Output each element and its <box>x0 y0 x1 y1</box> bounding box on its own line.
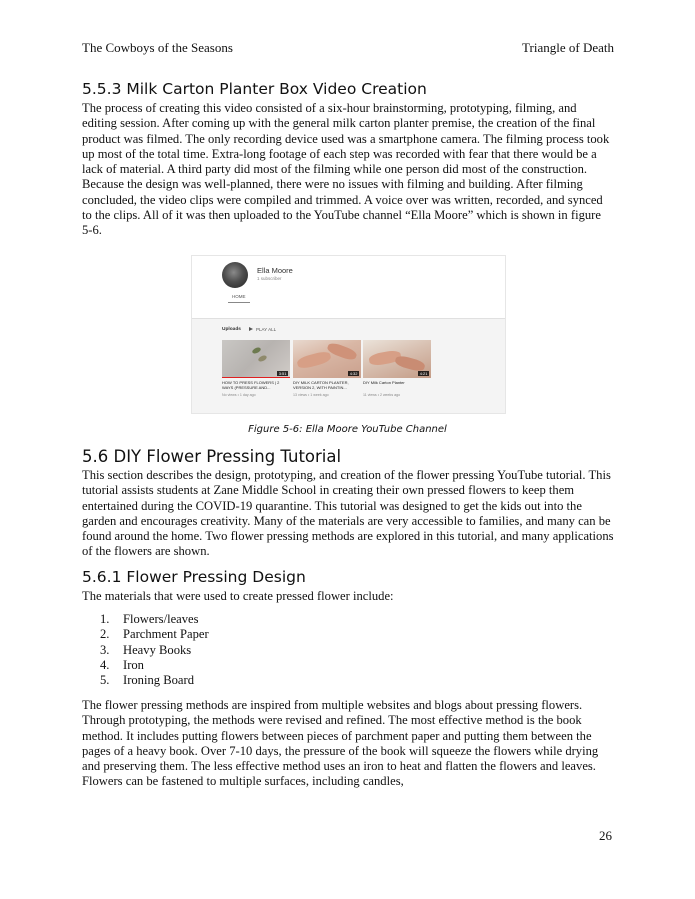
video-title: DIY MILK CARTON PLANTER, VERSION 2, WITH PAINTIN... <box>293 380 349 390</box>
uploads-label: Uploads <box>222 327 241 332</box>
list-number: 4. <box>100 657 110 672</box>
play-icon <box>249 327 253 331</box>
list-text: Parchment Paper <box>123 627 209 642</box>
leaf-graphic <box>251 346 261 354</box>
hand-graphic <box>326 341 358 362</box>
list-number: 5. <box>100 673 110 688</box>
materials-list <box>100 612 209 688</box>
watch-progress-bar <box>222 377 290 379</box>
materials-intro: The materials that were used to create pressed flower include: <box>82 589 394 603</box>
list-item <box>100 643 209 658</box>
header-left-title: The Cowboys of the Seasons <box>82 40 233 55</box>
channel-name: Ella Moore <box>257 266 293 275</box>
video-duration: 4:21 <box>419 371 428 376</box>
list-text: Iron <box>123 657 144 672</box>
video-title: HOW TO PRESS FLOWERS | 2 WAYS (PRESSURE AND... <box>222 380 280 390</box>
list-text: Heavy Books <box>123 642 192 657</box>
list-number: 3. <box>100 642 110 657</box>
divider <box>192 318 505 319</box>
list-item <box>100 673 209 688</box>
list-item <box>100 612 209 627</box>
channel-avatar <box>222 262 248 288</box>
youtube-channel-screenshot <box>191 255 506 414</box>
section-5-6-1-paragraph: The flower pressing methods are inspired from multiple websites and blogs about pressing flowers. Through prototyping, the methods were revised and refined. The most effective method is the book method. It includes putting flowers between pieces of parchment paper and putting them between the pages of a heavy book. Over 7-10 days, the pressure of the book will squeeze the flowers while drying and preserving them. The less effective method uses an iron to heat and flatten the flowers and leaves. Flowers can be fastened to multiple surfaces, including candles, <box>82 698 599 789</box>
video-duration: 4:32 <box>349 371 358 376</box>
channel-subscriber-count: 1 subscriber <box>257 276 282 281</box>
list-text: Ironing Board <box>123 673 194 688</box>
section-heading-5-6-1: 5.6.1 Flower Pressing Design <box>82 568 306 586</box>
leaf-graphic <box>257 354 267 362</box>
video-duration: 3:51 <box>278 371 287 376</box>
video-meta: 11 views • 2 weeks ago <box>363 393 401 397</box>
video-thumbnail-1 <box>222 340 290 378</box>
list-number: 2. <box>100 627 110 642</box>
video-meta: 13 views • 1 week ago <box>293 393 329 397</box>
list-item <box>100 627 209 642</box>
channel-header <box>192 256 505 318</box>
hand-graphic <box>296 350 332 370</box>
hand-graphic <box>394 354 426 372</box>
figure-caption: Figure 5-6: Ella Moore YouTube Channel <box>248 424 447 435</box>
list-number: 1. <box>100 612 110 626</box>
video-meta: No views • 1 day ago <box>222 393 256 397</box>
section-5-5-3-paragraph: The process of creating this video consisted of a six-hour brainstorming, prototyping, filming, and editing session. After coming up with the general milk carton planter premise, the creation of the final product was filmed. The only recording device used was a smartphone camera. The filming process took up most of the total time. Extra-long footage of each step was recorded with fear that there would be a lack of material. A third party did most of the filming while one person did most of the construction. Because the design was well-planned, there were no issues with filming and building. After filming concluded, the video clips were compiled and trimmed. A voice over was written, recorded, and synced to the clips. All of it was then uploaded to the YouTube channel “Ella Moore” which is shown in figure 5-6. <box>82 101 610 238</box>
list-text: Flowers/leaves <box>123 612 199 626</box>
list-item <box>100 658 209 673</box>
header-right-title: Triangle of Death <box>522 40 614 55</box>
video-title: DIY Milk Carton Planter <box>363 380 405 385</box>
video-thumbnail-2 <box>293 340 361 378</box>
video-thumbnail-3 <box>363 340 431 378</box>
page-number: 26 <box>599 828 612 843</box>
section-5-6-paragraph: This section describes the design, prototyping, and creation of the flower pressing YouTube tutorial. This tutorial assists students at Zane Middle School in creating their own pressed flowers to keep them entertained during the COVID-19 quarantine. This tutorial was designed to get the kids out into the garden and encourages creativity. Many of the materials are very accessible to families, and many can be found around the home. Two flower pressing methods are explored in this tutorial, and many applications of the flowers are shown. <box>82 468 614 559</box>
section-heading-5-5-3: 5.5.3 Milk Carton Planter Box Video Creation <box>82 80 427 98</box>
tab-home-underline <box>228 302 250 303</box>
running-header <box>82 40 614 58</box>
tab-home: HOME <box>232 294 246 299</box>
section-heading-5-6: 5.6 DIY Flower Pressing Tutorial <box>82 447 342 466</box>
play-all-label: PLAY ALL <box>256 327 277 332</box>
